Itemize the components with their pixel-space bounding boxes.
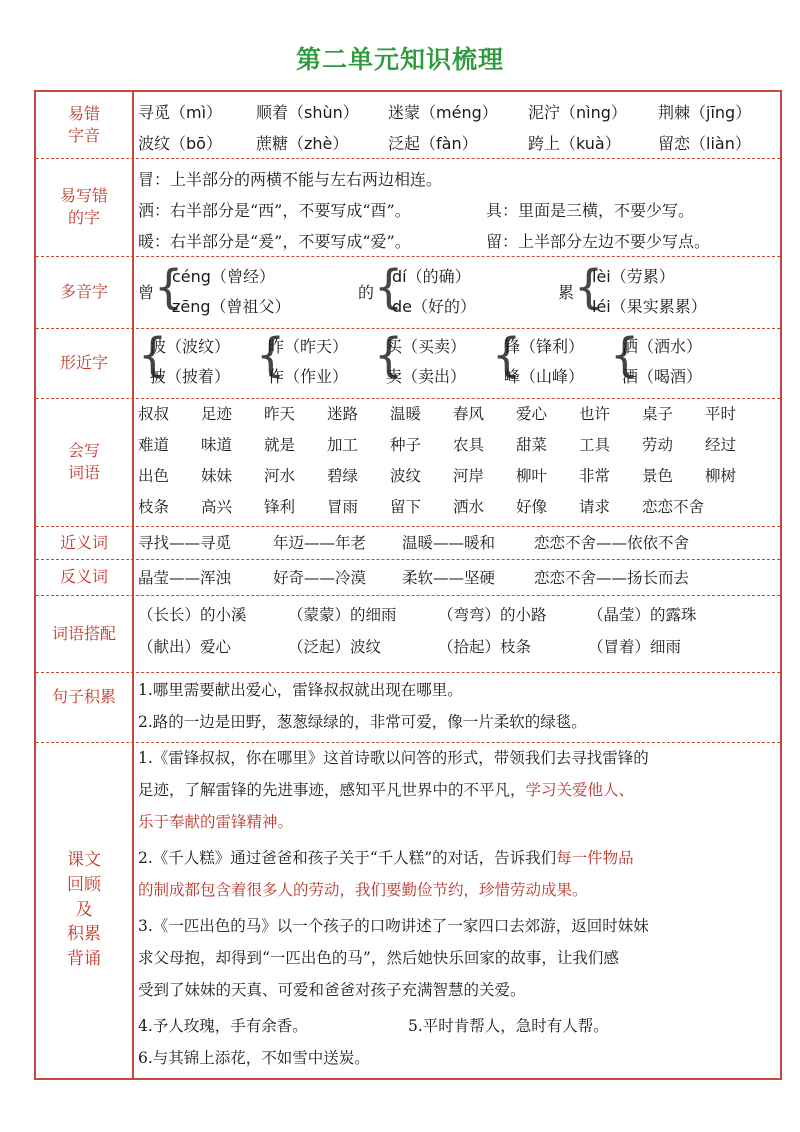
writing-note: 具：里面是三横，不要少写。 bbox=[486, 201, 695, 220]
collocation-item: （泛起）波纹 bbox=[288, 638, 382, 656]
polyphone-list bbox=[138, 256, 776, 328]
sentence-item: 2.路的一边是田野，葱葱绿绿的，非常可爱，像一片柔软的绿毯。 bbox=[138, 713, 587, 731]
similar-item: 卖（卖出） bbox=[386, 367, 467, 386]
review-line bbox=[138, 778, 634, 800]
similar-list bbox=[138, 328, 776, 398]
review-line: 5.平时肯帮人，急时有人帮。 bbox=[408, 1017, 609, 1035]
word-item: 迷路 bbox=[327, 405, 359, 423]
synonym-pair: 年迈——年老 bbox=[273, 534, 367, 552]
similar-item: 洒（洒水） bbox=[622, 337, 703, 356]
word-item: 洒水 bbox=[453, 498, 485, 516]
synonym-pair: 温暖——暖和 bbox=[402, 534, 496, 552]
pronunciation-list bbox=[138, 92, 776, 158]
synonym-list bbox=[138, 526, 776, 559]
pron-word: 波纹 bbox=[138, 134, 171, 153]
row-review bbox=[36, 742, 780, 1078]
words-grid bbox=[138, 398, 776, 526]
pron-pinyin: （shùn） bbox=[288, 103, 359, 122]
word-item: 留下 bbox=[390, 498, 422, 516]
word-item: 昨天 bbox=[264, 405, 296, 423]
label-antonyms bbox=[36, 559, 132, 595]
label-polyphone bbox=[36, 256, 132, 328]
word-item: 出色 bbox=[138, 467, 170, 485]
label-line: 课文 bbox=[67, 850, 101, 871]
word-item: 加工 bbox=[327, 436, 359, 454]
word-item: 难道 bbox=[138, 436, 170, 454]
collocation-item: （拾起）枝条 bbox=[438, 638, 532, 656]
row-pronunciation bbox=[36, 92, 780, 159]
brace-icon: { bbox=[154, 260, 184, 314]
word-item: 锋利 bbox=[264, 498, 296, 516]
word-item: 工具 bbox=[579, 436, 611, 454]
word-item: 味道 bbox=[201, 436, 233, 454]
review-highlight: 每一件物品 bbox=[556, 849, 634, 867]
word-item: 非常 bbox=[579, 467, 611, 485]
similar-item: 锋（锋利） bbox=[504, 337, 585, 356]
pronunciation-item bbox=[256, 100, 359, 123]
pron-pinyin: （bō） bbox=[170, 134, 222, 153]
word-item: 景色 bbox=[642, 467, 674, 485]
word-item: 爱心 bbox=[516, 405, 548, 423]
collocation-item: （长长）的小溪 bbox=[138, 606, 247, 624]
label-line: 的字 bbox=[67, 208, 100, 227]
label-words bbox=[36, 398, 132, 526]
pronunciation-item bbox=[388, 131, 478, 154]
row-similar bbox=[36, 328, 780, 399]
row-polyphone bbox=[36, 256, 780, 329]
polyphone-char: 的 bbox=[358, 283, 375, 302]
pron-word: 留恋 bbox=[658, 134, 691, 153]
review-highlight: 乐于奉献的雷锋精神。 bbox=[138, 813, 294, 831]
writing-note: 冒：上半部分的两横不能与左右两边相连。 bbox=[138, 170, 443, 189]
review-line: 6.与其锦上添花，不如雪中送炭。 bbox=[138, 1049, 370, 1067]
word-item: 好像 bbox=[516, 498, 548, 516]
pronunciation-item bbox=[528, 131, 621, 154]
review-line: 1.《雷锋叔叔，你在哪里》这首诗歌以问答的形式，带领我们去寻找雷锋的 bbox=[138, 749, 649, 767]
review-line: 受到了妹妹的天真、可爱和爸爸对孩子充满智慧的关爱。 bbox=[138, 981, 526, 999]
label-line: 易错 bbox=[67, 104, 100, 124]
page-title: 第二单元知识梳理 bbox=[295, 45, 504, 74]
word-item: 柳叶 bbox=[516, 467, 548, 485]
pron-word: 荆棘 bbox=[658, 103, 691, 122]
similar-item: 昨（昨天） bbox=[268, 337, 349, 356]
pron-word: 寻觅 bbox=[138, 103, 171, 122]
pron-pinyin: （nìng） bbox=[560, 103, 627, 122]
pron-pinyin: （jīng） bbox=[690, 103, 752, 122]
word-item: 劳动 bbox=[642, 436, 674, 454]
word-item: 请求 bbox=[579, 498, 611, 516]
pronunciation-item bbox=[138, 131, 222, 154]
review-line bbox=[138, 846, 634, 868]
sentence-list bbox=[138, 672, 776, 742]
word-item: 恋恋不舍 bbox=[642, 498, 705, 516]
brace-icon: { bbox=[256, 328, 286, 382]
pron-pinyin: （zhè） bbox=[288, 134, 349, 153]
label-line: 句子积累 bbox=[51, 687, 116, 706]
synonym-pair: 恋恋不舍——依依不舍 bbox=[534, 534, 690, 552]
label-line: 词语 bbox=[67, 463, 100, 482]
pron-word: 迷蒙 bbox=[388, 103, 421, 122]
writing-notes bbox=[138, 158, 776, 256]
label-line: 回顾 bbox=[67, 875, 101, 896]
word-item: 枝条 bbox=[138, 498, 170, 516]
review-text-span: 2.《千人糕》通过爸爸和孩子关于“千人糕”的对话，告诉我们 bbox=[138, 849, 557, 867]
label-line: 多音字 bbox=[59, 282, 108, 302]
polyphone-reading: lèi（劳累） bbox=[592, 267, 675, 286]
polyphone-reading: zēng（曾祖父） bbox=[172, 297, 291, 316]
pron-word: 跨上 bbox=[528, 134, 561, 153]
review-text-span: 足迹，了解雷锋的先进事迹，感知平凡世界中的不平凡， bbox=[138, 781, 526, 799]
polyphone-char: 曾 bbox=[138, 283, 155, 302]
label-line: 形近字 bbox=[59, 353, 108, 373]
collocation-item: （弯弯）的小路 bbox=[438, 606, 547, 624]
review-line: 3.《一匹出色的马》以一个孩子的口吻讲述了一家四口去郊游，返回时妹妹 bbox=[138, 917, 649, 935]
row-words bbox=[36, 398, 780, 527]
row-antonyms bbox=[36, 559, 780, 596]
word-item: 春风 bbox=[453, 405, 485, 423]
row-synonyms bbox=[36, 526, 780, 560]
word-item: 柳树 bbox=[705, 467, 737, 485]
pron-pinyin: （fàn） bbox=[420, 134, 478, 153]
word-item: 河岸 bbox=[453, 467, 485, 485]
collocation-item: （晶莹）的露珠 bbox=[588, 606, 697, 624]
similar-item: 作（作业） bbox=[268, 367, 349, 386]
pron-pinyin: （méng） bbox=[420, 103, 498, 122]
pron-pinyin: （mì） bbox=[170, 103, 223, 122]
similar-item: 披（披着） bbox=[150, 367, 231, 386]
word-item: 经过 bbox=[705, 436, 737, 454]
label-line: 字音 bbox=[67, 126, 100, 145]
pron-word: 蔗糖 bbox=[256, 134, 289, 153]
word-item: 农具 bbox=[453, 436, 485, 454]
label-synonyms bbox=[36, 526, 132, 559]
polyphone-char: 累 bbox=[558, 283, 575, 302]
brace-icon: { bbox=[610, 328, 640, 382]
word-item: 种子 bbox=[390, 436, 422, 454]
label-line: 背诵 bbox=[67, 948, 101, 969]
similar-item: 峰（山峰） bbox=[504, 367, 585, 386]
word-item: 高兴 bbox=[201, 498, 233, 516]
brace-icon: { bbox=[138, 328, 168, 382]
antonym-pair: 好奇——冷漠 bbox=[273, 569, 367, 587]
brace-icon: { bbox=[492, 328, 522, 382]
label-line: 近义词 bbox=[59, 532, 108, 552]
writing-note: 暖：右半部分是“爰”，不要写成“爱”。 bbox=[138, 232, 411, 251]
writing-note: 留：上半部分左边不要少写点。 bbox=[486, 232, 711, 251]
pron-word: 泥泞 bbox=[528, 103, 561, 122]
word-item: 甜菜 bbox=[516, 436, 548, 454]
collocation-item: （蒙蒙）的细雨 bbox=[288, 606, 397, 624]
pron-word: 泛起 bbox=[388, 134, 421, 153]
word-item: 足迹 bbox=[201, 405, 233, 423]
brace-icon: { bbox=[574, 260, 604, 314]
word-item: 就是 bbox=[264, 436, 296, 454]
word-item: 冒雨 bbox=[327, 498, 359, 516]
pron-word: 顺着 bbox=[256, 103, 289, 122]
review-line: 4.予人玫瑰，手有余香。 bbox=[138, 1017, 308, 1035]
collocation-item: （冒着）细雨 bbox=[588, 638, 682, 656]
word-item: 叔叔 bbox=[138, 405, 170, 423]
label-line: 易写错 bbox=[59, 186, 108, 206]
label-sentences bbox=[36, 672, 132, 742]
writing-note: 洒：右半部分是“西”，不要写成“酉”。 bbox=[138, 201, 411, 220]
row-collocation bbox=[36, 595, 780, 673]
brace-icon: { bbox=[374, 260, 404, 314]
collocation-list bbox=[138, 595, 776, 672]
antonym-pair: 柔软——坚硬 bbox=[402, 569, 496, 587]
word-item: 妹妹 bbox=[201, 467, 233, 485]
pronunciation-item bbox=[658, 100, 751, 123]
label-line: 积累 bbox=[67, 924, 101, 945]
polyphone-reading: léi（果实累累） bbox=[592, 297, 707, 316]
word-item: 波纹 bbox=[390, 467, 422, 485]
synonym-pair: 寻找——寻觅 bbox=[138, 534, 232, 552]
word-item: 平时 bbox=[705, 405, 737, 423]
pronunciation-item bbox=[388, 100, 498, 123]
label-line: 及 bbox=[75, 899, 93, 920]
knowledge-table bbox=[34, 90, 782, 1080]
label-similar bbox=[36, 328, 132, 398]
similar-item: 买（买卖） bbox=[386, 337, 467, 356]
collocation-item: （献出）爱心 bbox=[138, 638, 232, 656]
antonym-pair: 恋恋不舍——扬长而去 bbox=[534, 569, 690, 587]
word-item: 温暖 bbox=[390, 405, 422, 423]
pronunciation-item bbox=[528, 100, 627, 123]
word-item: 河水 bbox=[264, 467, 296, 485]
review-text bbox=[138, 742, 776, 1078]
review-highlight: 的制成都包含着很多人的劳动，我们要勤俭节约，珍惜劳动成果。 bbox=[138, 881, 588, 899]
sentence-item: 1.哪里需要献出爱心，雷锋叔叔就出现在哪里。 bbox=[138, 681, 463, 699]
row-sentences bbox=[36, 672, 780, 743]
label-collocation bbox=[36, 595, 132, 672]
pronunciation-item bbox=[256, 131, 348, 154]
label-pronunciation bbox=[36, 92, 132, 158]
polyphone-reading: dí（的确） bbox=[392, 267, 471, 286]
brace-icon: { bbox=[374, 328, 404, 382]
label-line: 词语搭配 bbox=[51, 623, 116, 643]
polyphone-reading: céng（曾经） bbox=[172, 267, 275, 286]
word-item: 碧绿 bbox=[327, 467, 359, 485]
word-item: 也许 bbox=[579, 405, 611, 423]
polyphone-reading: de（好的） bbox=[392, 297, 477, 316]
pronunciation-item bbox=[658, 131, 751, 154]
antonym-pair: 晶莹——浑浊 bbox=[138, 569, 232, 587]
review-line: 求父母抱，却得到“一匹出色的马”，然后她快乐回家的故事，让我们感 bbox=[138, 949, 619, 967]
similar-item: 波（波纹） bbox=[150, 337, 231, 356]
pronunciation-item bbox=[138, 100, 222, 123]
pron-pinyin: （kuà） bbox=[560, 134, 621, 153]
label-line: 反义词 bbox=[59, 567, 108, 587]
label-writing bbox=[36, 158, 132, 256]
row-writing bbox=[36, 158, 780, 257]
word-item: 桌子 bbox=[642, 405, 674, 423]
review-highlight: 学习关爱他人、 bbox=[525, 781, 635, 799]
pron-pinyin: （liàn） bbox=[690, 134, 751, 153]
label-line: 会写 bbox=[67, 441, 100, 461]
antonym-list bbox=[138, 559, 776, 595]
label-review bbox=[36, 742, 132, 1078]
similar-item: 酒（喝酒） bbox=[622, 367, 703, 386]
